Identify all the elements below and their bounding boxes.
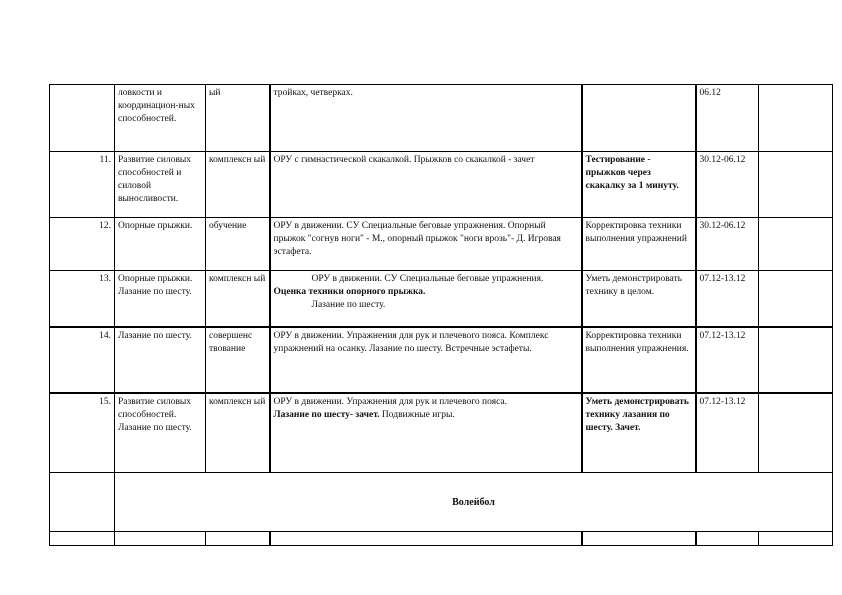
lesson-content: ОРУ в движении. Упражнения для рук и плечевого пояса. Комплекс упражнений на осанку. Лазание по шесту. Встречные эстафеты.: [270, 327, 582, 393]
lesson-date: 30.12-06.12: [696, 152, 759, 218]
lesson-fact-date: [759, 271, 833, 327]
lesson-number: 14.: [50, 327, 115, 393]
lesson-topic: Развитие силовых способностей и силовой выносливости.: [115, 152, 206, 218]
table-row: [50, 152, 833, 218]
lesson-type: комплексн ый: [206, 152, 270, 218]
lesson-requirements: Уметь демонстрировать технику в целом.: [582, 271, 696, 327]
lesson-requirements: Корректировка техники выполнения упражнений: [582, 218, 696, 271]
lesson-topic: Опорные прыжки.: [115, 218, 206, 271]
empty-cell: [206, 532, 270, 546]
lesson-topic: Развитие силовых способностей. Лазание по шесту.: [115, 393, 206, 473]
content-line: ОРУ в движении. СУ Специальные беговые упражнения.: [311, 274, 544, 284]
empty-cell: [270, 532, 582, 546]
lesson-type: ый: [206, 85, 270, 152]
lesson-requirements: Корректировка техники выполнения упражнения.: [582, 327, 696, 393]
content-line: ОРУ в движении. Упражнения для рук и плечевого пояса.: [273, 396, 507, 407]
lesson-type: комплексн ый: [206, 271, 270, 327]
empty-cell: [759, 532, 833, 546]
content-line: Лазание по шесту- зачет.: [273, 409, 380, 420]
lesson-requirements: Уметь демонстрировать технику лазания по шесту. Зачет.: [582, 393, 696, 473]
lesson-plan-table: [49, 84, 833, 546]
table-row: [50, 393, 833, 473]
section-title: Волейбол: [115, 473, 833, 532]
lesson-number: 11.: [50, 152, 115, 218]
lesson-type: комплексн ый: [206, 393, 270, 473]
table-row: [50, 218, 833, 271]
lesson-content: [270, 271, 582, 327]
lesson-number: 12.: [50, 218, 115, 271]
empty-cell: [115, 532, 206, 546]
empty-cell: [50, 532, 115, 546]
lesson-fact-date: [759, 218, 833, 271]
table-row: [50, 271, 833, 327]
lesson-date: 07.12-13.12: [696, 271, 759, 327]
lesson-content: ОРУ в движении. СУ Специальные беговые упражнения. Опорный прыжок "согнув ноги" - М., опорный прыжок "ноги врозь"- Д. Игровая эстафета.: [270, 218, 582, 271]
table-row: [50, 85, 833, 152]
lesson-requirements: Тестирование - прыжков через скакалку за 1 минуту.: [582, 152, 696, 218]
lesson-content: тройках, четверках.: [270, 85, 582, 152]
lesson-date: 30.12-06.12: [696, 218, 759, 271]
lesson-fact-date: [759, 85, 833, 152]
lesson-number: 13.: [50, 271, 115, 327]
lesson-topic: Лазание по шесту.: [115, 327, 206, 393]
lesson-content: ОРУ с гимнастической скакалкой. Прыжков со скакалкой - зачет: [270, 152, 582, 218]
lesson-type: обучение: [206, 218, 270, 271]
empty-cell: [582, 532, 696, 546]
content-line: Подвижные игры.: [381, 409, 455, 420]
lesson-date: 07.12-13.12: [696, 393, 759, 473]
content-line: Лазание по шесту.: [311, 300, 386, 310]
lesson-content: [270, 393, 582, 473]
section-number-cell: [50, 473, 115, 532]
empty-cell: [696, 532, 759, 546]
table-row: [50, 327, 833, 393]
table-row: [50, 532, 833, 546]
lesson-topic: Опорные прыжки. Лазание по шесту.: [115, 271, 206, 327]
lesson-fact-date: [759, 393, 833, 473]
lesson-topic: ловкости и координацион-ных способностей.: [115, 85, 206, 152]
section-row: [50, 473, 833, 532]
lesson-date: 06.12: [696, 85, 759, 152]
lesson-date: 07.12-13.12: [696, 327, 759, 393]
lesson-type: совершенс твование: [206, 327, 270, 393]
lesson-fact-date: [759, 327, 833, 393]
lesson-fact-date: [759, 152, 833, 218]
lesson-number: [50, 85, 115, 152]
lesson-number: 15.: [50, 393, 115, 473]
content-line: Оценка техники опорного прыжка.: [273, 287, 426, 297]
lesson-requirements: [582, 85, 696, 152]
